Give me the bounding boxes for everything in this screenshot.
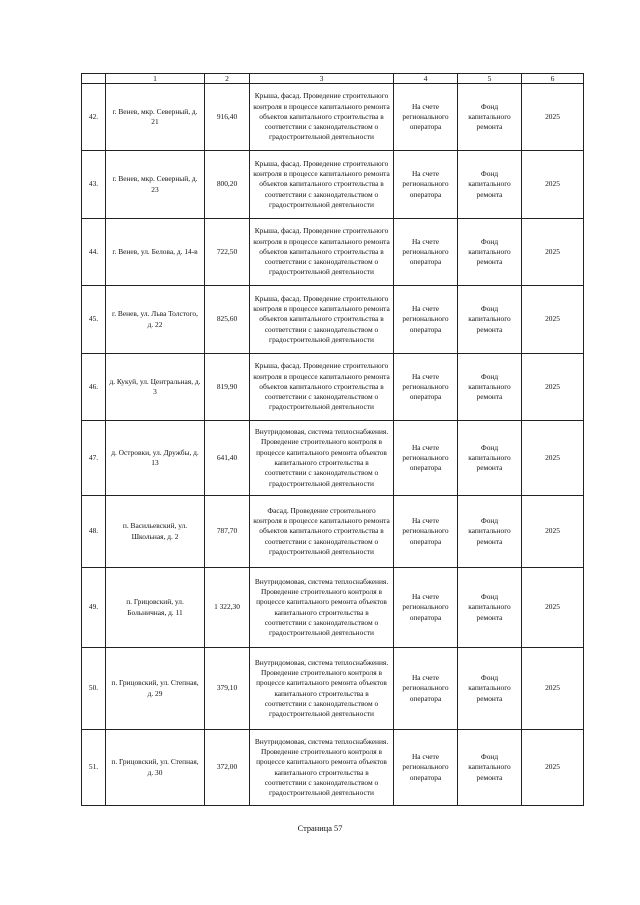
header-cell-5: 5 bbox=[458, 74, 522, 84]
year-cell: 2025 bbox=[522, 730, 584, 806]
area-cell: 916,40 bbox=[205, 84, 250, 151]
funding-source-cell: Фонд капитального ремонта bbox=[458, 648, 522, 730]
address-cell: п. Грицовский, ул. Степная, д. 29 bbox=[106, 648, 205, 730]
header-cell-number-blank bbox=[82, 74, 106, 84]
funding-source-cell: Фонд капитального ремонта bbox=[458, 421, 522, 496]
year-cell: 2025 bbox=[522, 421, 584, 496]
year-cell: 2025 bbox=[522, 568, 584, 648]
funding-account-cell: На счете регионального оператора bbox=[394, 648, 458, 730]
funding-account-cell: На счете регионального оператора bbox=[394, 421, 458, 496]
row-number: 45. bbox=[82, 286, 106, 354]
address-cell: г. Венев, мкр. Северный, д. 21 bbox=[106, 84, 205, 151]
work-description-cell: Крыша, фасад. Проведение строительного контроля в процессе капитального ремонта объектов капитального строительства в соответствии с законодательством о градостроительной деятельности bbox=[250, 84, 394, 151]
year-cell: 2025 bbox=[522, 219, 584, 286]
area-cell: 372,00 bbox=[205, 730, 250, 806]
address-cell: г. Венев, мкр. Северный, д. 23 bbox=[106, 151, 205, 219]
area-cell: 722,50 bbox=[205, 219, 250, 286]
capital-repair-table bbox=[81, 73, 584, 806]
address-cell: п. Васильевский, ул. Школьная, д. 2 bbox=[106, 496, 205, 568]
year-cell: 2025 bbox=[522, 151, 584, 219]
header-cell-1: 1 bbox=[106, 74, 205, 84]
work-description-cell: Внутридомовая, система теплоснабжения. Проведение строительного контроля в процессе капитального ремонта объектов капитального строительства в соответствии с законодательством о градостроительной деятельности bbox=[250, 730, 394, 806]
work-description-cell: Крыша, фасад. Проведение строительного контроля в процессе капитального ремонта объектов капитального строительства в соответствии с законодательством о градостроительной деятельности bbox=[250, 354, 394, 421]
funding-source-cell: Фонд капитального ремонта bbox=[458, 84, 522, 151]
funding-source-cell: Фонд капитального ремонта bbox=[458, 151, 522, 219]
table-row bbox=[82, 421, 584, 496]
year-cell: 2025 bbox=[522, 286, 584, 354]
header-cell-3: 3 bbox=[250, 74, 394, 84]
area-cell: 819,90 bbox=[205, 354, 250, 421]
area-cell: 825,60 bbox=[205, 286, 250, 354]
row-number: 46. bbox=[82, 354, 106, 421]
funding-account-cell: На счете регионального оператора bbox=[394, 568, 458, 648]
area-cell: 1 322,30 bbox=[205, 568, 250, 648]
row-number: 42. bbox=[82, 84, 106, 151]
address-cell: д. Островки, ул. Дружбы, д. 13 bbox=[106, 421, 205, 496]
funding-source-cell: Фонд капитального ремонта bbox=[458, 496, 522, 568]
address-cell: г. Венев, ул. Белова, д. 14-в bbox=[106, 219, 205, 286]
year-cell: 2025 bbox=[522, 648, 584, 730]
area-cell: 379,10 bbox=[205, 648, 250, 730]
area-cell: 641,40 bbox=[205, 421, 250, 496]
row-number: 48. bbox=[82, 496, 106, 568]
funding-account-cell: На счете регионального оператора bbox=[394, 84, 458, 151]
header-cell-2: 2 bbox=[205, 74, 250, 84]
funding-source-cell: Фонд капитального ремонта bbox=[458, 286, 522, 354]
page-number: Страница 57 bbox=[297, 824, 343, 833]
year-cell: 2025 bbox=[522, 496, 584, 568]
table-row bbox=[82, 151, 584, 219]
work-description-cell: Фасад. Проведение строительного контроля в процессе капитального ремонта объектов капитального строительства в соответствии с законодательством о градостроительной деятельности bbox=[250, 496, 394, 568]
row-number: 51. bbox=[82, 730, 106, 806]
header-cell-4: 4 bbox=[394, 74, 458, 84]
table-row bbox=[82, 496, 584, 568]
address-cell: д. Кукуй, ул. Центральная, д. 3 bbox=[106, 354, 205, 421]
work-description-cell: Внутридомовая, система теплоснабжения. Проведение строительного контроля в процессе капитального ремонта объектов капитального строительства в соответствии с законодательством о градостроительной деятельности bbox=[250, 648, 394, 730]
funding-source-cell: Фонд капитального ремонта bbox=[458, 568, 522, 648]
work-description-cell: Внутридомовая, система теплоснабжения. Проведение строительного контроля в процессе капитального ремонта объектов капитального строительства в соответствии с законодательством о градостроительной деятельности bbox=[250, 421, 394, 496]
work-description-cell: Крыша, фасад. Проведение строительного контроля в процессе капитального ремонта объектов капитального строительства в соответствии с законодательством о градостроительной деятельности bbox=[250, 286, 394, 354]
address-cell: п. Грицовский, ул. Больничная, д. 11 bbox=[106, 568, 205, 648]
funding-account-cell: На счете регионального оператора bbox=[394, 219, 458, 286]
header-cell-6: 6 bbox=[522, 74, 584, 84]
area-cell: 800,20 bbox=[205, 151, 250, 219]
table-row bbox=[82, 568, 584, 648]
row-number: 50. bbox=[82, 648, 106, 730]
funding-source-cell: Фонд капитального ремонта bbox=[458, 730, 522, 806]
funding-account-cell: На счете регионального оператора bbox=[394, 151, 458, 219]
address-cell: п. Грицовский, ул. Степная, д. 30 bbox=[106, 730, 205, 806]
area-cell: 787,70 bbox=[205, 496, 250, 568]
row-number: 44. bbox=[82, 219, 106, 286]
work-description-cell: Внутридомовая, система теплоснабжения. Проведение строительного контроля в процессе капитального ремонта объектов капитального строительства в соответствии с законодательством о градостроительной деятельности bbox=[250, 568, 394, 648]
funding-account-cell: На счете регионального оператора bbox=[394, 496, 458, 568]
funding-account-cell: На счете регионального оператора bbox=[394, 730, 458, 806]
work-description-cell: Крыша, фасад. Проведение строительного контроля в процессе капитального ремонта объектов капитального строительства в соответствии с законодательством о градостроительной деятельности bbox=[250, 151, 394, 219]
funding-source-cell: Фонд капитального ремонта bbox=[458, 219, 522, 286]
table-row bbox=[82, 730, 584, 806]
year-cell: 2025 bbox=[522, 84, 584, 151]
row-number: 47. bbox=[82, 421, 106, 496]
table-row bbox=[82, 84, 584, 151]
funding-source-cell: Фонд капитального ремонта bbox=[458, 354, 522, 421]
year-cell: 2025 bbox=[522, 354, 584, 421]
row-number: 49. bbox=[82, 568, 106, 648]
table-row bbox=[82, 286, 584, 354]
funding-account-cell: На счете регионального оператора bbox=[394, 286, 458, 354]
column-number-header-row bbox=[82, 74, 584, 84]
address-cell: г. Венев, ул. Льва Толстого, д. 22 bbox=[106, 286, 205, 354]
work-description-cell: Крыша, фасад. Проведение строительного контроля в процессе капитального ремонта объектов капитального строительства в соответствии с законодательством о градостроительной деятельности bbox=[250, 219, 394, 286]
table-row bbox=[82, 648, 584, 730]
funding-account-cell: На счете регионального оператора bbox=[394, 354, 458, 421]
table-row bbox=[82, 354, 584, 421]
table-row bbox=[82, 219, 584, 286]
row-number: 43. bbox=[82, 151, 106, 219]
